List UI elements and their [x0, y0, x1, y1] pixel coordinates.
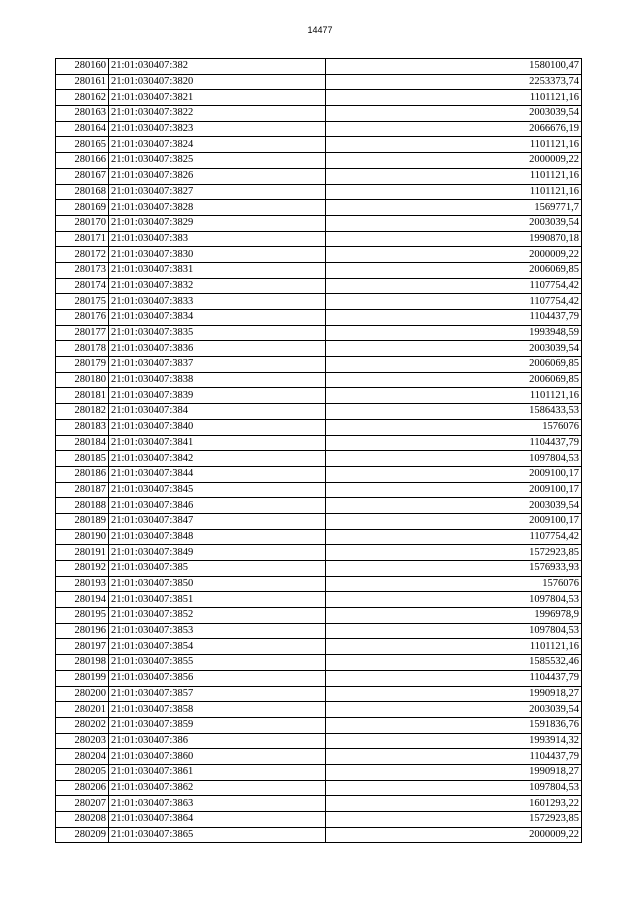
- cadastral-value-table: [55, 58, 582, 843]
- table-row: [56, 812, 582, 828]
- row-number-cell: 280185: [56, 451, 109, 467]
- table-row: [56, 717, 582, 733]
- cadastral-number-cell: 21:01:030407:3851: [109, 592, 326, 608]
- row-number-cell: 280178: [56, 341, 109, 357]
- cadastral-number-cell: 21:01:030407:3832: [109, 278, 326, 294]
- value-cell: 1101121,16: [326, 184, 582, 200]
- table-row: [56, 733, 582, 749]
- value-cell: 1104437,79: [326, 435, 582, 451]
- table-row: [56, 388, 582, 404]
- row-number-cell: 280209: [56, 827, 109, 843]
- value-cell: 1097804,53: [326, 451, 582, 467]
- row-number-cell: 280172: [56, 247, 109, 263]
- cadastral-number-cell: 21:01:030407:3838: [109, 372, 326, 388]
- value-cell: 1572923,85: [326, 812, 582, 828]
- table-row: [56, 749, 582, 765]
- row-number-cell: 280192: [56, 561, 109, 577]
- table-row: [56, 827, 582, 843]
- cadastral-number-cell: 21:01:030407:3820: [109, 74, 326, 90]
- row-number-cell: 280205: [56, 764, 109, 780]
- row-number-cell: 280171: [56, 231, 109, 247]
- table-row: [56, 670, 582, 686]
- value-cell: 2009100,17: [326, 466, 582, 482]
- cadastral-number-cell: 21:01:030407:3824: [109, 137, 326, 153]
- row-number-cell: 280160: [56, 59, 109, 75]
- cadastral-number-cell: 21:01:030407:3842: [109, 451, 326, 467]
- table-row: [56, 90, 582, 106]
- cadastral-number-cell: 21:01:030407:3840: [109, 419, 326, 435]
- value-cell: 1580100,47: [326, 59, 582, 75]
- cadastral-number-cell: 21:01:030407:3823: [109, 121, 326, 137]
- table-body: [56, 59, 582, 843]
- table-row: [56, 780, 582, 796]
- cadastral-number-cell: 21:01:030407:3841: [109, 435, 326, 451]
- table-row: [56, 153, 582, 169]
- row-number-cell: 280170: [56, 215, 109, 231]
- row-number-cell: 280207: [56, 796, 109, 812]
- value-cell: 2006069,85: [326, 262, 582, 278]
- cadastral-number-cell: 21:01:030407:3845: [109, 482, 326, 498]
- value-cell: 1586433,53: [326, 404, 582, 420]
- table-row: [56, 404, 582, 420]
- row-number-cell: 280195: [56, 608, 109, 624]
- value-cell: 1101121,16: [326, 388, 582, 404]
- table-row: [56, 294, 582, 310]
- row-number-cell: 280173: [56, 262, 109, 278]
- table-row: [56, 215, 582, 231]
- table-row: [56, 686, 582, 702]
- cadastral-number-cell: 21:01:030407:3830: [109, 247, 326, 263]
- value-cell: 1104437,79: [326, 670, 582, 686]
- table-row: [56, 513, 582, 529]
- table-row: [56, 419, 582, 435]
- value-cell: 2006069,85: [326, 372, 582, 388]
- row-number-cell: 280200: [56, 686, 109, 702]
- cadastral-number-cell: 21:01:030407:3822: [109, 106, 326, 122]
- value-cell: 1101121,16: [326, 90, 582, 106]
- value-cell: 1585532,46: [326, 655, 582, 671]
- value-cell: 1996978,9: [326, 608, 582, 624]
- row-number-cell: 280203: [56, 733, 109, 749]
- cadastral-number-cell: 21:01:030407:3860: [109, 749, 326, 765]
- cadastral-number-cell: 21:01:030407:3835: [109, 325, 326, 341]
- value-cell: 1097804,53: [326, 780, 582, 796]
- table-row: [56, 702, 582, 718]
- cadastral-number-cell: 21:01:030407:3865: [109, 827, 326, 843]
- row-number-cell: 280186: [56, 466, 109, 482]
- value-cell: 1576933,93: [326, 561, 582, 577]
- value-cell: 1990918,27: [326, 686, 582, 702]
- table-row: [56, 498, 582, 514]
- row-number-cell: 280162: [56, 90, 109, 106]
- row-number-cell: 280163: [56, 106, 109, 122]
- cadastral-number-cell: 21:01:030407:3861: [109, 764, 326, 780]
- row-number-cell: 280198: [56, 655, 109, 671]
- cadastral-number-cell: 21:01:030407:3825: [109, 153, 326, 169]
- value-cell: 2006069,85: [326, 357, 582, 373]
- row-number-cell: 280167: [56, 168, 109, 184]
- value-cell: 2000009,22: [326, 153, 582, 169]
- table-row: [56, 608, 582, 624]
- table-row: [56, 623, 582, 639]
- value-cell: 2003039,54: [326, 702, 582, 718]
- table-row: [56, 357, 582, 373]
- cadastral-number-cell: 21:01:030407:3850: [109, 576, 326, 592]
- row-number-cell: 280184: [56, 435, 109, 451]
- row-number-cell: 280196: [56, 623, 109, 639]
- cadastral-number-cell: 21:01:030407:386: [109, 733, 326, 749]
- cadastral-number-cell: 21:01:030407:3858: [109, 702, 326, 718]
- cadastral-number-cell: 21:01:030407:3847: [109, 513, 326, 529]
- cadastral-number-cell: 21:01:030407:3856: [109, 670, 326, 686]
- value-cell: 1104437,79: [326, 310, 582, 326]
- value-cell: 2000009,22: [326, 827, 582, 843]
- row-number-cell: 280180: [56, 372, 109, 388]
- value-cell: 2003039,54: [326, 498, 582, 514]
- cadastral-number-cell: 21:01:030407:3826: [109, 168, 326, 184]
- cadastral-number-cell: 21:01:030407:3849: [109, 545, 326, 561]
- row-number-cell: 280181: [56, 388, 109, 404]
- row-number-cell: 280168: [56, 184, 109, 200]
- table-row: [56, 168, 582, 184]
- value-cell: 1990870,18: [326, 231, 582, 247]
- cadastral-number-cell: 21:01:030407:383: [109, 231, 326, 247]
- table-row: [56, 278, 582, 294]
- cadastral-number-cell: 21:01:030407:382: [109, 59, 326, 75]
- value-cell: 2003039,54: [326, 215, 582, 231]
- value-cell: 2000009,22: [326, 247, 582, 263]
- cadastral-number-cell: 21:01:030407:3855: [109, 655, 326, 671]
- cadastral-number-cell: 21:01:030407:3863: [109, 796, 326, 812]
- row-number-cell: 280188: [56, 498, 109, 514]
- value-cell: 1993914,32: [326, 733, 582, 749]
- page-number: 14477: [307, 25, 333, 35]
- row-number-cell: 280208: [56, 812, 109, 828]
- row-number-cell: 280175: [56, 294, 109, 310]
- row-number-cell: 280189: [56, 513, 109, 529]
- value-cell: 2003039,54: [326, 341, 582, 357]
- row-number-cell: 280201: [56, 702, 109, 718]
- cadastral-number-cell: 21:01:030407:3857: [109, 686, 326, 702]
- table-row: [56, 59, 582, 75]
- cadastral-number-cell: 21:01:030407:3828: [109, 200, 326, 216]
- row-number-cell: 280164: [56, 121, 109, 137]
- value-cell: 1601293,22: [326, 796, 582, 812]
- table-row: [56, 529, 582, 545]
- value-cell: 2009100,17: [326, 513, 582, 529]
- table-row: [56, 561, 582, 577]
- table-row: [56, 435, 582, 451]
- row-number-cell: 280176: [56, 310, 109, 326]
- cadastral-number-cell: 21:01:030407:3834: [109, 310, 326, 326]
- cadastral-number-cell: 21:01:030407:3831: [109, 262, 326, 278]
- value-cell: 1569771,7: [326, 200, 582, 216]
- cadastral-number-cell: 21:01:030407:385: [109, 561, 326, 577]
- value-cell: 1097804,53: [326, 623, 582, 639]
- table-row: [56, 764, 582, 780]
- value-cell: 1101121,16: [326, 639, 582, 655]
- table-row: [56, 325, 582, 341]
- table-row: [56, 106, 582, 122]
- row-number-cell: 280165: [56, 137, 109, 153]
- table-row: [56, 184, 582, 200]
- table-row: [56, 231, 582, 247]
- cadastral-number-cell: 21:01:030407:3852: [109, 608, 326, 624]
- table-row: [56, 655, 582, 671]
- row-number-cell: 280194: [56, 592, 109, 608]
- value-cell: 1101121,16: [326, 168, 582, 184]
- table-row: [56, 796, 582, 812]
- cadastral-number-cell: 21:01:030407:3836: [109, 341, 326, 357]
- row-number-cell: 280183: [56, 419, 109, 435]
- table-row: [56, 482, 582, 498]
- cadastral-number-cell: 21:01:030407:3859: [109, 717, 326, 733]
- cadastral-number-cell: 21:01:030407:384: [109, 404, 326, 420]
- cadastral-number-cell: 21:01:030407:3839: [109, 388, 326, 404]
- row-number-cell: 280193: [56, 576, 109, 592]
- table-row: [56, 639, 582, 655]
- cadastral-number-cell: 21:01:030407:3854: [109, 639, 326, 655]
- value-cell: 1101121,16: [326, 137, 582, 153]
- value-cell: 1576076: [326, 419, 582, 435]
- table-row: [56, 121, 582, 137]
- row-number-cell: 280202: [56, 717, 109, 733]
- value-cell: 2003039,54: [326, 106, 582, 122]
- value-cell: 1990918,27: [326, 764, 582, 780]
- value-cell: 1576076: [326, 576, 582, 592]
- value-cell: 1591836,76: [326, 717, 582, 733]
- row-number-cell: 280182: [56, 404, 109, 420]
- cadastral-number-cell: 21:01:030407:3829: [109, 215, 326, 231]
- value-cell: 2253373,74: [326, 74, 582, 90]
- cadastral-number-cell: 21:01:030407:3821: [109, 90, 326, 106]
- table-row: [56, 576, 582, 592]
- table-row: [56, 200, 582, 216]
- table-row: [56, 451, 582, 467]
- cadastral-number-cell: 21:01:030407:3844: [109, 466, 326, 482]
- row-number-cell: 280161: [56, 74, 109, 90]
- row-number-cell: 280177: [56, 325, 109, 341]
- table-row: [56, 310, 582, 326]
- cadastral-number-cell: 21:01:030407:3862: [109, 780, 326, 796]
- value-cell: 2009100,17: [326, 482, 582, 498]
- cadastral-number-cell: 21:01:030407:3827: [109, 184, 326, 200]
- table-row: [56, 341, 582, 357]
- cadastral-number-cell: 21:01:030407:3848: [109, 529, 326, 545]
- row-number-cell: 280166: [56, 153, 109, 169]
- table-row: [56, 466, 582, 482]
- value-cell: 1107754,42: [326, 294, 582, 310]
- table-row: [56, 372, 582, 388]
- value-cell: 1993948,59: [326, 325, 582, 341]
- cadastral-number-cell: 21:01:030407:3846: [109, 498, 326, 514]
- cadastral-number-cell: 21:01:030407:3864: [109, 812, 326, 828]
- table-row: [56, 262, 582, 278]
- value-cell: 1107754,42: [326, 278, 582, 294]
- cadastral-number-cell: 21:01:030407:3833: [109, 294, 326, 310]
- value-cell: 1572923,85: [326, 545, 582, 561]
- row-number-cell: 280199: [56, 670, 109, 686]
- row-number-cell: 280204: [56, 749, 109, 765]
- value-cell: 2066676,19: [326, 121, 582, 137]
- row-number-cell: 280197: [56, 639, 109, 655]
- row-number-cell: 280174: [56, 278, 109, 294]
- table-row: [56, 74, 582, 90]
- table-row: [56, 592, 582, 608]
- row-number-cell: 280169: [56, 200, 109, 216]
- value-cell: 1104437,79: [326, 749, 582, 765]
- row-number-cell: 280191: [56, 545, 109, 561]
- cadastral-number-cell: 21:01:030407:3853: [109, 623, 326, 639]
- table-row: [56, 247, 582, 263]
- table-row: [56, 137, 582, 153]
- row-number-cell: 280179: [56, 357, 109, 373]
- value-cell: 1107754,42: [326, 529, 582, 545]
- row-number-cell: 280206: [56, 780, 109, 796]
- row-number-cell: 280187: [56, 482, 109, 498]
- table-row: [56, 545, 582, 561]
- cadastral-number-cell: 21:01:030407:3837: [109, 357, 326, 373]
- value-cell: 1097804,53: [326, 592, 582, 608]
- row-number-cell: 280190: [56, 529, 109, 545]
